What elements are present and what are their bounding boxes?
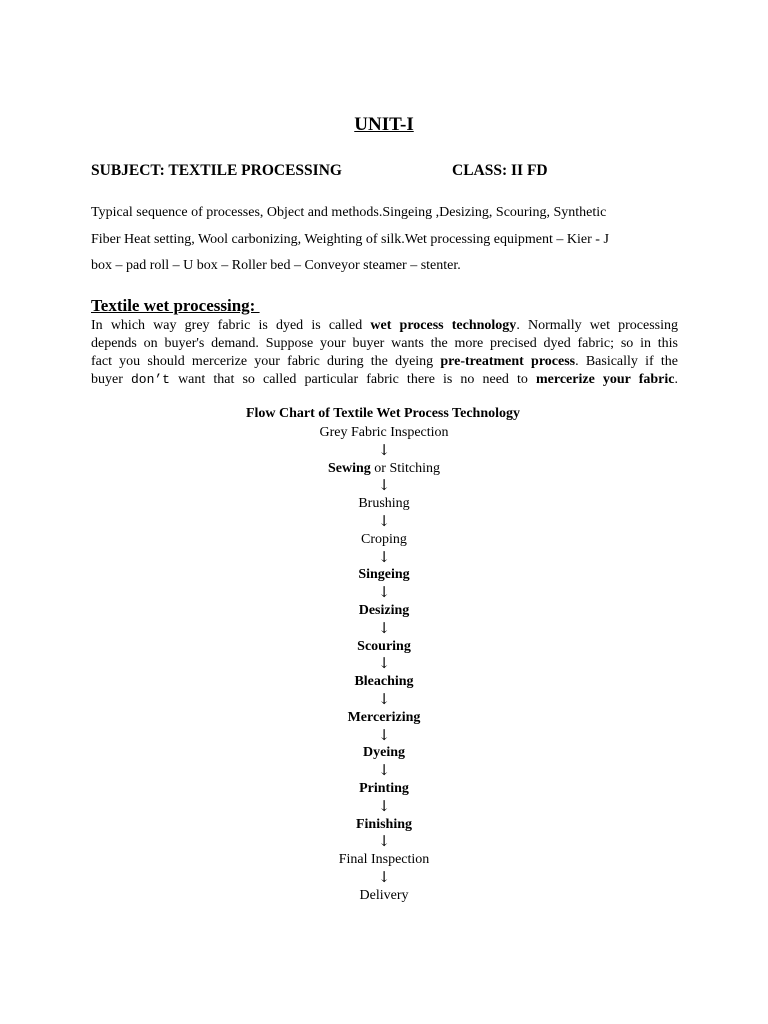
flow-step-grey-fabric-inspection: Grey Fabric Inspection [319, 425, 449, 440]
down-arrow-icon: ↓ [377, 547, 391, 566]
down-arrow-icon: ↓ [377, 511, 391, 530]
intro-text: In which way grey fabric is dyed is called [91, 318, 371, 333]
syllabus-line: Typical sequence of processes, Object and methods.Singeing ,Desizing, Scouring, Synthetic [91, 205, 607, 220]
intro-line [91, 317, 678, 335]
flow-step-printing: Printing [359, 780, 409, 796]
flow-step-desizing: Desizing [358, 602, 410, 618]
unit-title: UNIT-I [354, 114, 414, 135]
flow-step-dyeing: Dyeing [363, 745, 405, 761]
syllabus-paragraph [91, 200, 681, 280]
intro-bold-text: wet process technology [370, 318, 517, 333]
flow-step-scouring: Scouring [357, 638, 411, 654]
down-arrow-icon: ↓ [377, 440, 391, 459]
flow-step-singeing: Singeing [358, 567, 410, 583]
intro-text: want that so called particular fabric there is no need to [169, 372, 536, 387]
intro-text: depends on buyer's demand. Suppose your buyer wants the more precised dyed fabric; so in this [91, 336, 678, 351]
syllabus-line: Fiber Heat setting, Wool carbonizing, Weighting of silk.Wet processing equipment – Kier - J [91, 231, 609, 247]
intro-text: buyer [91, 372, 131, 387]
flow-step-croping: Croping [361, 531, 407, 547]
down-arrow-icon: ↓ [377, 689, 391, 708]
flow-step-text: or Stitching [370, 460, 441, 476]
flow-step-brushing: Brushing [358, 496, 410, 512]
down-arrow-icon: ↓ [377, 761, 391, 780]
flow-step-delivery: Delivery [359, 887, 409, 903]
intro-line [91, 353, 678, 371]
flow-step-mercerizing: Mercerizing [347, 709, 421, 725]
down-arrow-icon: ↓ [377, 654, 391, 673]
intro-line [91, 371, 678, 389]
intro-bold-text: mercerize your fabric [536, 372, 675, 387]
flow-step-final-inspection: Final Inspection [338, 852, 430, 868]
intro-bold-text: pre-treatment process [440, 354, 576, 369]
flow-step-sewing [0, 460, 768, 478]
syllabus-line: box – pad roll – U box – Roller bed – Conveyor steamer – stenter. [91, 258, 461, 273]
down-arrow-icon: ↓ [377, 832, 391, 851]
section-heading: Textile wet processing: [91, 296, 260, 315]
down-arrow-icon: ↓ [377, 476, 391, 495]
flow-step-bold-text: Sewing [327, 460, 371, 476]
subject-label: SUBJECT: TEXTILE PROCESSING [91, 162, 342, 179]
intro-mono-text: don’t [130, 372, 170, 387]
down-arrow-icon: ↓ [377, 618, 391, 637]
intro-text: fact you should mercerize your fabric during the dyeing [91, 354, 441, 369]
down-arrow-icon: ↓ [377, 867, 391, 886]
intro-line [91, 335, 678, 353]
flow-step-finishing: Finishing [355, 816, 413, 832]
intro-text: . Basically if the [575, 354, 678, 369]
flow-chart [0, 424, 768, 905]
flow-step-bleaching: Bleaching [354, 674, 414, 690]
down-arrow-icon: ↓ [377, 796, 391, 815]
intro-paragraph [91, 317, 678, 389]
class-label: CLASS: II FD [452, 162, 548, 179]
intro-text: . Normally wet processing [516, 318, 679, 333]
down-arrow-icon: ↓ [377, 725, 391, 744]
intro-text: . [674, 372, 678, 387]
down-arrow-icon: ↓ [377, 583, 391, 602]
flow-chart-title: Flow Chart of Textile Wet Process Technology [245, 406, 521, 421]
